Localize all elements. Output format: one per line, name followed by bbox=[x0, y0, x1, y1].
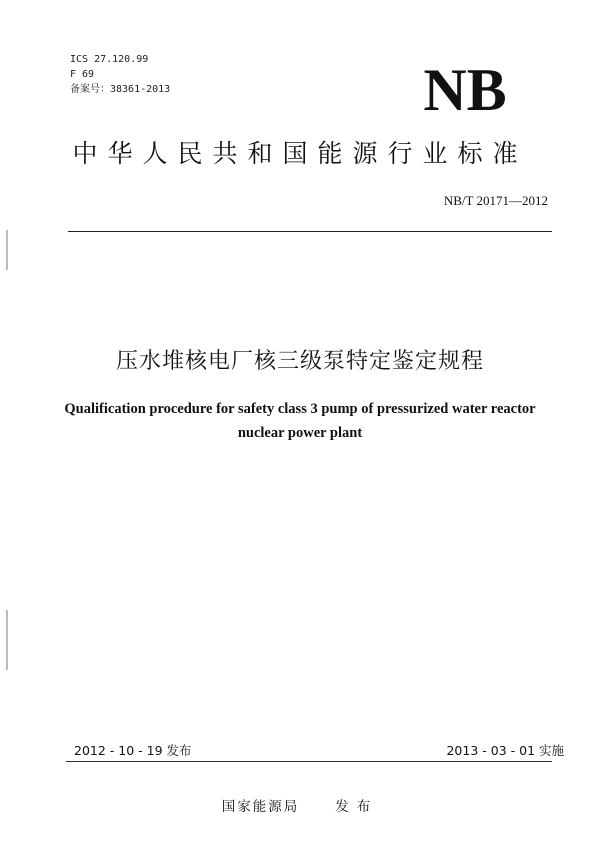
issuing-agency: 国家能源局 bbox=[221, 799, 300, 815]
scan-edge-mark bbox=[6, 610, 8, 670]
record-number: 备案号：38361-2013 bbox=[70, 84, 171, 95]
nb-logo bbox=[400, 58, 530, 120]
document-title-en bbox=[0, 397, 600, 445]
document-title-en-line2: nuclear power plant bbox=[237, 425, 363, 441]
issue-action: 发布 bbox=[335, 799, 379, 815]
issue-date: 2012 - 10 - 19 发布 bbox=[74, 743, 192, 758]
scan-edge-mark bbox=[6, 230, 8, 270]
header-divider bbox=[68, 231, 552, 232]
standard-number: NB/T 20171—2012 bbox=[443, 193, 548, 208]
effective-date: 2013 - 03 - 01 实施 bbox=[446, 743, 564, 758]
ccs-code: F 69 bbox=[70, 69, 95, 80]
document-title-zh: 压水堆核电厂核三级泵特定鉴定规程 bbox=[115, 349, 484, 374]
ics-code: ICS 27.120.99 bbox=[70, 54, 149, 65]
issuer-line bbox=[0, 795, 600, 815]
footer-divider bbox=[66, 761, 552, 762]
nb-logo-text: NB bbox=[423, 58, 507, 120]
document-title-en-line1: Qualification procedure for safety class 3 pump of pressurized water reactor bbox=[64, 401, 536, 417]
classification-block bbox=[70, 52, 170, 97]
issuing-organization-title: 中华人民共和国能源行业标准 bbox=[72, 139, 528, 168]
